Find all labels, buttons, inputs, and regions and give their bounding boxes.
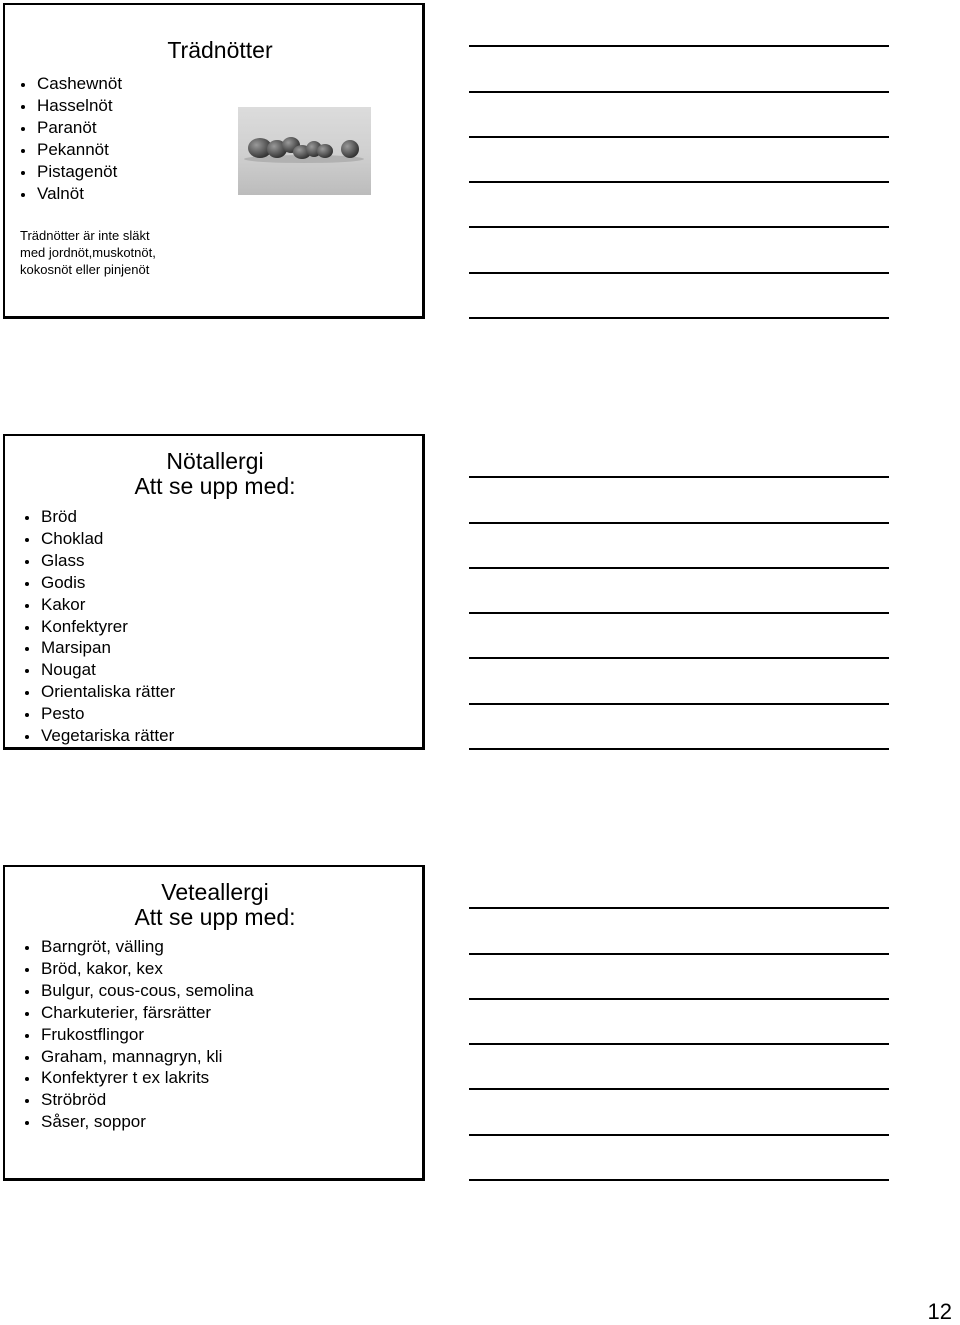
list-item: Pesto — [21, 703, 175, 725]
note-line — [469, 909, 889, 954]
list-item: Vegetariska rätter — [21, 725, 175, 747]
nuts-photo — [238, 107, 371, 195]
note-line — [469, 864, 889, 909]
note-line — [469, 2, 889, 47]
list-item: Såser, soppor — [21, 1111, 254, 1133]
slide-title: Trädnötter — [167, 37, 273, 63]
list-item: Valnöt — [17, 183, 122, 205]
food-list — [21, 936, 254, 1133]
note-line — [469, 228, 889, 273]
note-line — [469, 569, 889, 614]
list-item: Godis — [21, 572, 175, 594]
note-line — [469, 614, 889, 659]
note-line — [469, 705, 889, 750]
note-line — [469, 138, 889, 183]
list-item: Konfektyrer t ex lakrits — [21, 1067, 254, 1089]
list-item: Bröd, kakor, kex — [21, 958, 254, 980]
list-item: Ströbröd — [21, 1089, 254, 1111]
list-item: Marsipan — [21, 637, 175, 659]
note-line — [469, 93, 889, 138]
note-line — [469, 1136, 889, 1181]
note-lines — [469, 433, 889, 750]
note-line — [469, 524, 889, 569]
list-item: Bröd — [21, 506, 175, 528]
list-item: Frukostflingor — [21, 1024, 254, 1046]
food-list — [21, 506, 175, 747]
list-item: Hasselnöt — [17, 95, 122, 117]
slide-note: Trädnötter är inte släkt med jordnöt,muskotnöt, kokosnöt eller pinjenöt — [20, 228, 156, 277]
slide-tradnotter — [3, 3, 425, 319]
list-item: Konfektyrer — [21, 616, 175, 638]
list-item: Cashewnöt — [17, 73, 122, 95]
list-item: Barngröt, välling — [21, 936, 254, 958]
list-item: Kakor — [21, 594, 175, 616]
note-line — [469, 183, 889, 228]
note-line — [469, 274, 889, 319]
list-item: Glass — [21, 550, 175, 572]
note-lines — [469, 864, 889, 1181]
note-line — [469, 1000, 889, 1045]
note-line — [469, 955, 889, 1000]
note-line — [469, 47, 889, 92]
note-line — [469, 1090, 889, 1135]
note-lines — [469, 2, 889, 319]
list-item: Pistagenöt — [17, 161, 122, 183]
list-item: Charkuterier, färsrätter — [21, 1002, 254, 1024]
list-item: Pekannöt — [17, 139, 122, 161]
slide-notallergi — [3, 434, 425, 750]
nut-list — [17, 73, 122, 205]
list-item: Graham, mannagryn, kli — [21, 1046, 254, 1068]
list-item: Nougat — [21, 659, 175, 681]
list-item: Orientaliska rätter — [21, 681, 175, 703]
page-number: 12 — [927, 1299, 952, 1324]
note-line — [469, 433, 889, 478]
slide-title: Nötallergi Att se upp med: — [134, 448, 296, 499]
list-item: Paranöt — [17, 117, 122, 139]
note-line — [469, 659, 889, 704]
note-line — [469, 478, 889, 523]
note-line — [469, 1045, 889, 1090]
list-item: Choklad — [21, 528, 175, 550]
slide-title: Veteallergi Att se upp med: — [134, 879, 296, 930]
slide-veteallergi — [3, 865, 425, 1181]
list-item: Bulgur, cous-cous, semolina — [21, 980, 254, 1002]
